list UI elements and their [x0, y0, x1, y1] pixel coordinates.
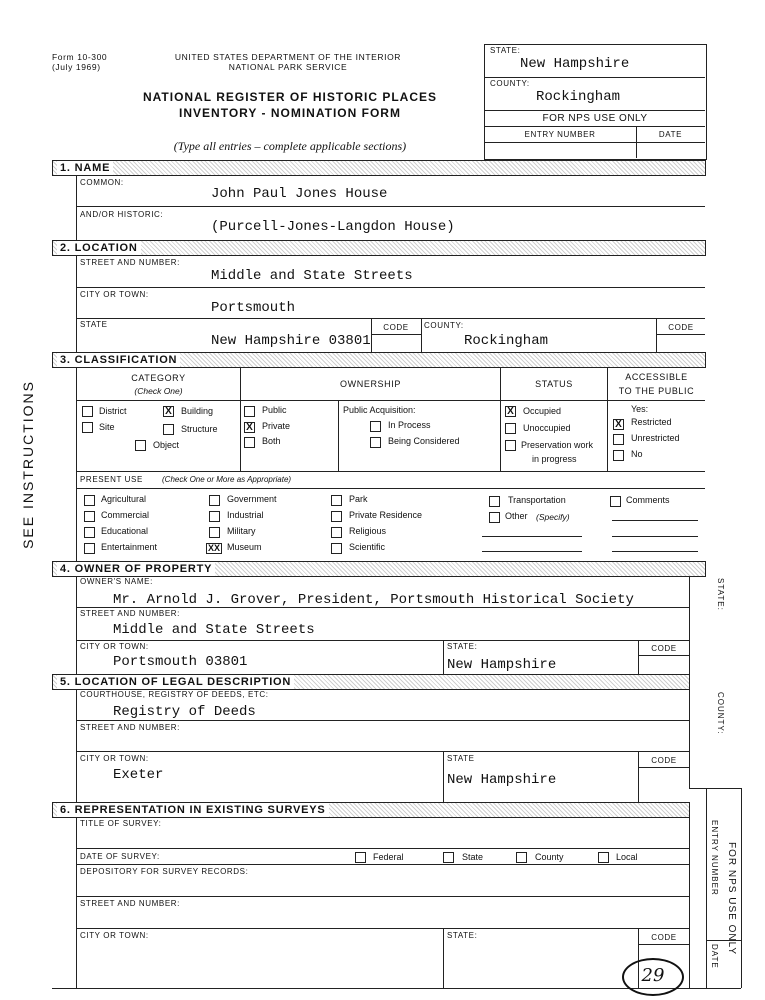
side-nps-only: FOR NPS USE ONLY [726, 842, 737, 956]
transportation-checkbox[interactable] [489, 496, 500, 507]
check-one: (Check One) [134, 386, 183, 396]
courthouse-value: Registry of Deeds [113, 704, 256, 720]
owner-value: Mr. Arnold J. Grover, President, Portsmouth Historical Society [113, 592, 634, 608]
park-label: Park [349, 494, 368, 504]
survey-date-label: DATE OF SURVEY: [80, 852, 160, 861]
federal-label: Federal [373, 852, 404, 862]
educational-checkbox[interactable] [84, 527, 95, 538]
other-label: Other [505, 511, 528, 521]
being-considered-label: Being Considered [388, 436, 460, 446]
survey-title-label: TITLE OF SURVEY: [80, 819, 162, 828]
local-checkbox[interactable] [598, 852, 609, 863]
government-checkbox[interactable] [209, 495, 220, 506]
form-number: Form 10-300 [52, 52, 108, 62]
county-survey-label: County [535, 852, 564, 862]
private-residence-label: Private Residence [349, 510, 423, 520]
side-state-label: STATE: [716, 578, 725, 611]
state-survey-label: State [462, 852, 484, 862]
private-label: Private [262, 421, 291, 431]
yes-label: Yes: [631, 404, 649, 414]
military-label: Military [227, 526, 256, 536]
common-label: COMMON: [80, 178, 124, 187]
district-label: District [99, 406, 127, 416]
side-county-label: COUNTY: [716, 692, 725, 735]
location-state-label: STATE [80, 320, 108, 329]
present-use-note: (Check One or More as Appropriate) [162, 475, 292, 484]
religious-label: Religious [349, 526, 387, 536]
entertainment-checkbox[interactable] [84, 543, 95, 554]
location-code2-label: CODE [668, 323, 694, 332]
occupied-label: Occupied [523, 406, 562, 416]
common-value: John Paul Jones House [211, 186, 388, 202]
department: UNITED STATES DEPARTMENT OF THE INTERIOR [174, 52, 402, 62]
location-city-label: CITY OR TOWN: [80, 290, 149, 299]
legal-city-label: CITY OR TOWN: [80, 754, 149, 763]
section-6-header: 6. REPRESENTATION IN EXISTING SURVEYS [52, 802, 690, 818]
government-label: Government [227, 494, 277, 504]
section-1-header: 1. NAME [52, 160, 706, 176]
survey-street-label: STREET AND NUMBER: [80, 899, 180, 908]
no-label: No [631, 449, 643, 459]
see-instructions: SEE INSTRUCTIONS [20, 380, 36, 549]
instructions-note: (Type all entries – complete applicable sections) [173, 139, 407, 153]
commercial-label: Commercial [101, 510, 150, 520]
side-entry-number: ENTRY NUMBER [710, 820, 719, 896]
state-label: STATE: [490, 46, 521, 55]
restricted-checkbox[interactable]: X [613, 419, 624, 430]
survey-city-label: CITY OR TOWN: [80, 931, 149, 940]
form-title-1: NATIONAL REGISTER OF HISTORIC PLACES [142, 90, 438, 104]
public-acquisition-label: Public Acquisition: [343, 405, 416, 415]
public-label: Public [262, 405, 287, 415]
county-value: Rockingham [536, 89, 621, 105]
form-date: (July 1969) [52, 62, 101, 72]
scientific-checkbox[interactable] [331, 543, 342, 554]
object-label: Object [153, 440, 180, 450]
county-label: COUNTY: [490, 79, 530, 88]
category-heading: CATEGORY [131, 373, 186, 383]
industrial-checkbox[interactable] [209, 511, 220, 522]
courthouse-label: COURTHOUSE, REGISTRY OF DEEDS, ETC: [80, 690, 269, 699]
location-state-value: New Hampshire 03801 [211, 333, 371, 349]
both-checkbox[interactable] [244, 437, 255, 448]
historic-value: (Purcell-Jones-Langdon House) [211, 219, 455, 235]
commercial-checkbox[interactable] [84, 511, 95, 522]
owner-state-value: New Hampshire [447, 657, 557, 673]
owner-state-label: STATE: [447, 642, 478, 651]
preservation-checkbox[interactable] [505, 440, 516, 451]
private-checkbox[interactable]: X [244, 422, 255, 433]
religious-checkbox[interactable] [331, 527, 342, 538]
occupied-checkbox[interactable]: X [505, 406, 516, 417]
local-label: Local [616, 852, 638, 862]
restricted-label: Restricted [631, 417, 672, 427]
museum-checkbox[interactable]: XX [207, 543, 220, 553]
agricultural-checkbox[interactable] [84, 495, 95, 506]
location-county-value: Rockingham [464, 333, 549, 349]
location-city-value: Portsmouth [211, 300, 296, 316]
object-checkbox[interactable] [135, 440, 146, 451]
legal-code-label: CODE [651, 756, 677, 765]
educational-label: Educational [101, 526, 149, 536]
transportation-label: Transportation [508, 495, 566, 505]
comments-label: Comments [626, 495, 670, 505]
historic-label: AND/OR HISTORIC: [80, 210, 164, 219]
county-checkbox[interactable] [516, 852, 527, 863]
accessible-heading: ACCESSIBLE [625, 372, 688, 382]
owner-street-label: STREET AND NUMBER: [80, 609, 180, 618]
building-checkbox[interactable]: X [163, 406, 174, 417]
district-checkbox[interactable] [82, 406, 93, 417]
site-checkbox[interactable] [82, 422, 93, 433]
entertainment-label: Entertainment [101, 542, 158, 552]
unrestricted-label: Unrestricted [631, 433, 680, 443]
date-label: DATE [658, 130, 683, 139]
location-street-value: Middle and State Streets [211, 268, 413, 284]
status-heading: STATUS [535, 379, 573, 389]
public-checkbox[interactable] [244, 406, 255, 417]
structure-checkbox[interactable] [163, 424, 174, 435]
section-4-header: 4. OWNER OF PROPERTY [52, 561, 706, 577]
scientific-label: Scientific [349, 542, 386, 552]
building-label: Building [181, 406, 214, 416]
service: NATIONAL PARK SERVICE [228, 62, 348, 72]
location-county-label: COUNTY: [424, 321, 464, 330]
state-value: New Hampshire [520, 56, 630, 72]
form-title-2: INVENTORY - NOMINATION FORM [179, 106, 401, 120]
location-street-label: STREET AND NUMBER: [80, 258, 180, 267]
unrestricted-checkbox[interactable] [613, 434, 624, 445]
section-3-header: 3. CLASSIFICATION [52, 352, 706, 368]
private-residence-checkbox[interactable] [331, 511, 342, 522]
structure-label: Structure [181, 424, 218, 434]
unoccupied-label: Unoccupied [523, 423, 571, 433]
legal-city-value: Exeter [113, 767, 164, 783]
owner-code-label: CODE [651, 644, 677, 653]
agricultural-label: Agricultural [101, 494, 147, 504]
being-considered-checkbox[interactable] [370, 437, 381, 448]
depository-label: DEPOSITORY FOR SURVEY RECORDS: [80, 867, 249, 876]
in-progress-label: in progress [532, 454, 577, 464]
unoccupied-checkbox[interactable] [505, 423, 516, 434]
section-2-header: 2. LOCATION [52, 240, 706, 256]
comments-checkbox[interactable] [610, 496, 621, 507]
military-checkbox[interactable] [209, 527, 220, 538]
legal-state-value: New Hampshire [447, 772, 557, 788]
survey-code-label: CODE [651, 933, 677, 942]
in-process-label: In Process [388, 420, 431, 430]
survey-state-label: STATE: [447, 931, 478, 940]
specify-label: (Specify) [536, 512, 570, 522]
federal-checkbox[interactable] [355, 852, 366, 863]
owner-label: OWNER'S NAME: [80, 577, 153, 586]
owner-city-label: CITY OR TOWN: [80, 642, 149, 651]
entry-number-label: ENTRY NUMBER [524, 130, 596, 139]
section-5-header: 5. LOCATION OF LEGAL DESCRIPTION [52, 674, 690, 690]
both-label: Both [262, 436, 281, 446]
legal-street-label: STREET AND NUMBER: [80, 723, 180, 732]
nps-use-label: FOR NPS USE ONLY [542, 113, 648, 124]
park-checkbox[interactable] [331, 495, 342, 506]
industrial-label: Industrial [227, 510, 264, 520]
museum-label: Museum [227, 542, 262, 552]
no-checkbox[interactable] [613, 450, 624, 461]
page-mark: 29 [622, 958, 684, 996]
legal-state-label: STATE [447, 754, 475, 763]
to-public-heading: TO THE PUBLIC [618, 386, 695, 396]
side-date: DATE [710, 944, 719, 969]
other-checkbox[interactable] [489, 512, 500, 523]
site-label: Site [99, 422, 115, 432]
present-use-label: PRESENT USE [80, 475, 143, 484]
location-code-label: CODE [383, 323, 409, 332]
ownership-heading: OWNERSHIP [340, 379, 401, 389]
owner-city-value: Portsmouth 03801 [113, 654, 248, 670]
in-process-checkbox[interactable] [370, 421, 381, 432]
preservation-label: Preservation work [521, 440, 594, 450]
state-checkbox[interactable] [443, 852, 454, 863]
owner-street-value: Middle and State Streets [113, 622, 315, 638]
